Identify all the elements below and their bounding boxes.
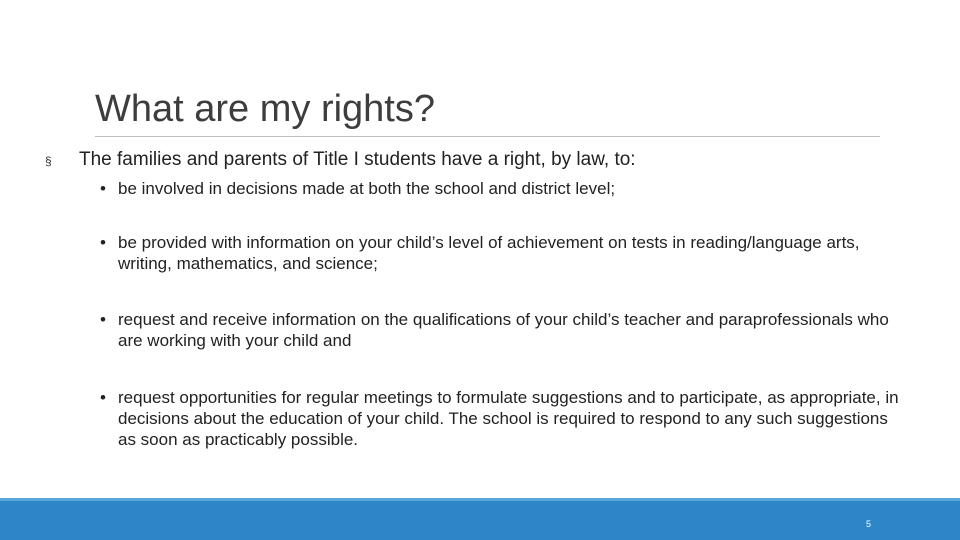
title-divider [95,136,880,137]
square-bullet-icon: § [45,154,52,168]
lead-text: The families and parents of Title I students have a right, by law, to: [79,149,636,170]
page-number: 5 [866,519,872,529]
list-item [100,309,910,351]
bullet-icon: • [100,179,106,198]
list-item-text: be provided with information on your child’s level of achievement on tests in reading/language arts, writing, mathematics, and science; [118,233,860,273]
list-item-text: request and receive information on the qualifications of your child’s teacher and paraprofessionals who are working with your child and [118,310,889,350]
list-item-text: request opportunities for regular meetings to formulate suggestions and to participate, as appropriate, in decisions about the education of your child. The school is required to respond to any such suggestions as soon as practicably possible. [118,388,899,449]
list-item-text: be involved in decisions made at both the school and district level; [118,179,616,198]
slide-title: What are my rights? [95,88,435,130]
bullet-icon: • [100,388,106,407]
footer-bar [0,501,960,540]
bullet-icon: • [100,310,106,329]
list-item [100,232,910,274]
bullet-icon: • [100,233,106,252]
list-item [100,387,910,450]
list-item [100,178,910,199]
